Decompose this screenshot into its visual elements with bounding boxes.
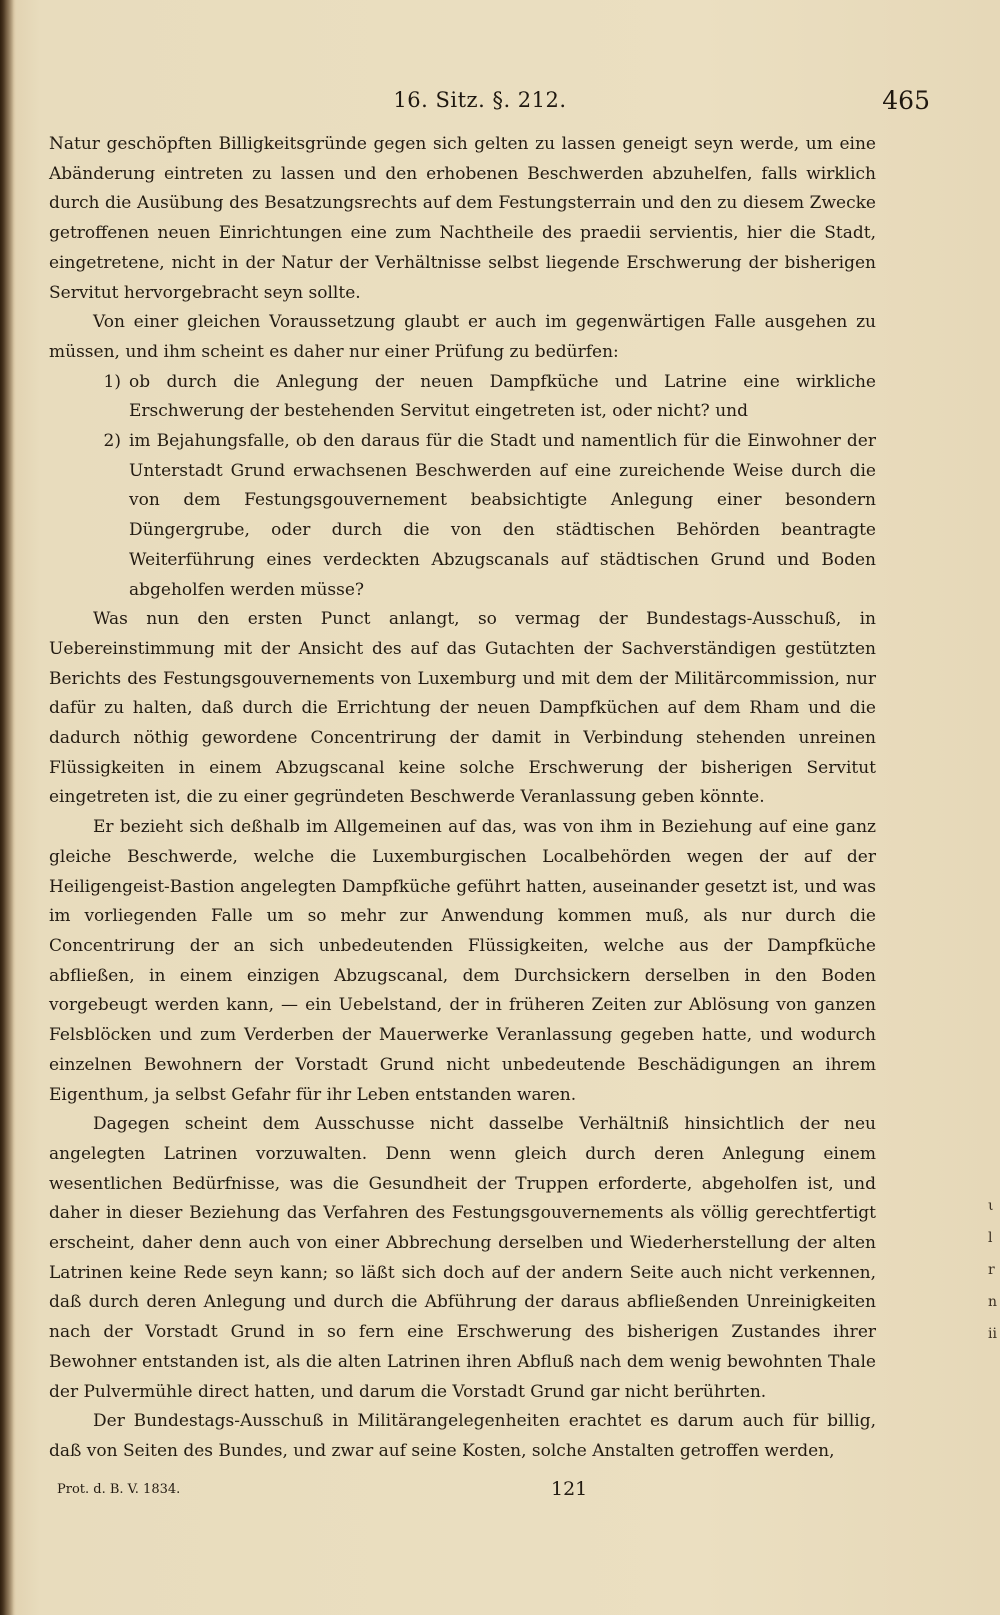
list-item-number: 2): [103, 431, 121, 452]
page-footer: [57, 1478, 857, 1506]
text-body: [49, 130, 876, 1467]
list-item: [49, 368, 876, 427]
edge-marks: [988, 1190, 998, 1350]
book-gutter-shadow: [0, 0, 14, 1615]
paragraph-3: Was nun den ersten Punct anlangt, so vermag der Bundestags-Ausschuß, in Uebereinstimmung mit der Ansicht des auf das Gutachten der Sachverständigen gestützten Berichts des Festungsgouvernements von Luxemburg und mit dem der Militärcommission, nur dafür zu halten, daß durch die Errichtung der neuen Dampfküchen auf dem Rham und die dadurch nöthig gewordene Concentrirung der damit in Verbindung stehenden unreinen Flüssigkeiten in einem Abzugscanal keine solche Erschwerung der bisherigen Servitut eingetreten ist, die zu einer gegründeten Beschwerde Veranlassung geben könnte.: [49, 609, 876, 808]
list-item-text: ob durch die Anlegung der neuen Dampfküche und Latrine eine wirkliche Erschwerung der bestehenden Servitut eingetreten ist, oder nicht? und: [129, 371, 876, 422]
list-item-text: im Bejahungsfalle, ob den daraus für die Stadt und namentlich für die Einwohner der Unterstadt Grund erwachsenen Beschwerden auf eine zureichende Weise durch die von dem Festungsgouvernement beabsichtigte Anlegung einer besondern Düngergrube, oder durch die von den städtischen Behörden beantragte Weiterführung eines verdeckten Abzugscanals auf städtischen Grund und Boden abgeholfen werden müsse?: [129, 431, 876, 600]
list-item: [49, 427, 876, 605]
edge-mark: ι: [988, 1198, 994, 1214]
edge-mark: r: [988, 1262, 995, 1278]
paragraph-1: Natur geschöpften Billigkeitsgründe gegen sich gelten zu lassen geneigt seyn werde, um eine Abänderung eintreten zu lassen und den erhobenen Beschwerden abzuhelfen, falls wirklich durch die Ausübung des Besatzungsrechts auf dem Festungsterrain und den zu diesem Zwecke getroffenen neuen Einrichtungen eine zum Nachtheile des praedii servientis, hier die Stadt, eingetretene, nicht in der Natur der Verhältnisse selbst liegende Erschwerung der bisherigen Servitut hervorgebracht seyn sollte.: [49, 134, 876, 303]
list-item-number: 1): [103, 371, 121, 392]
paragraph-4: Er bezieht sich deßhalb im Allgemeinen auf das, was von ihm in Beziehung auf eine ganz gleiche Beschwerde, welche die Luxemburgischen Localbehörden wegen der auf der Heiligengeist-Bastion angelegten Dampfküche geführt hatten, auseinander gesetzt ist, und was im vorliegenden Falle um so mehr zur Anwendung kommen muß, als nur durch die Concentrirung der an sich unbedeutenden Flüssigkeiten, welche aus der Dampfküche abfließen, in einem einzigen Abzugscanal, dem Durchsickern derselben in den Boden vorgebeugt werden kann, — ein Uebelstand, der in früheren Zeiten zur Ablösung von ganzen Felsblöcken und zum Verderben der Mauerwerke Veranlassung gegeben hatte, und wodurch einzelnen Bewohnern der Vorstadt Grund nicht unbedeutende Beschädigungen an ihrem Eigenthum, ja selbst Gefahr für ihr Leben entstanden waren.: [49, 817, 876, 1105]
paragraph-6: Der Bundestags-Ausschuß in Militärangelegenheiten erachtet es darum auch für billig, daß von Seiten des Bundes, und zwar auf seine Kosten, solche Anstalten getroffen werden,: [49, 1411, 876, 1461]
paragraph-2: Von einer gleichen Voraussetzung glaubt er auch im gegenwärtigen Falle ausgehen zu müssen, und ihm scheint es daher nur einer Prüfung zu bedürfen:: [49, 312, 876, 362]
page-number: 465: [882, 86, 930, 115]
edge-mark: l: [988, 1230, 993, 1246]
paragraph-5: Dagegen scheint dem Ausschusse nicht dasselbe Verhältniß hinsichtlich der neu angelegten Latrinen vorzuwalten. Denn wenn gleich durch deren Anlegung einem wesentlichen Bedürfnisse, was die Gesundheit der Truppen erforderte, abgeholfen ist, und daher in dieser Beziehung das Verfahren des Festungsgouvernements als völlig gerechtfertigt erscheint, daher denn auch von einer Abbrechung derselben und Wiederherstellung der alten Latrinen keine Rede seyn kann; so läßt sich doch auf der andern Seite auch nicht verkennen, daß durch deren Anlegung und durch die Abführung der daraus abfließenden Unreinigkeiten nach der Vorstadt Grund in so fern eine Erschwerung des bisherigen Zustandes ihrer Bewohner entstanden ist, als die alten Latrinen ihren Abfluß nach dem wenig bewohnten Thale der Pulvermühle direct hatten, und darum die Vorstadt Grund gar nicht berührten.: [49, 1114, 876, 1402]
footer-reference: Prot. d. B. V. 1834.: [57, 1482, 181, 1497]
edge-mark: n: [988, 1294, 998, 1310]
page-header: [60, 86, 930, 118]
signature-mark: 121: [551, 1478, 588, 1500]
running-head: 16. Sitz. §. 212.: [393, 88, 567, 112]
edge-mark: ii: [988, 1326, 997, 1342]
